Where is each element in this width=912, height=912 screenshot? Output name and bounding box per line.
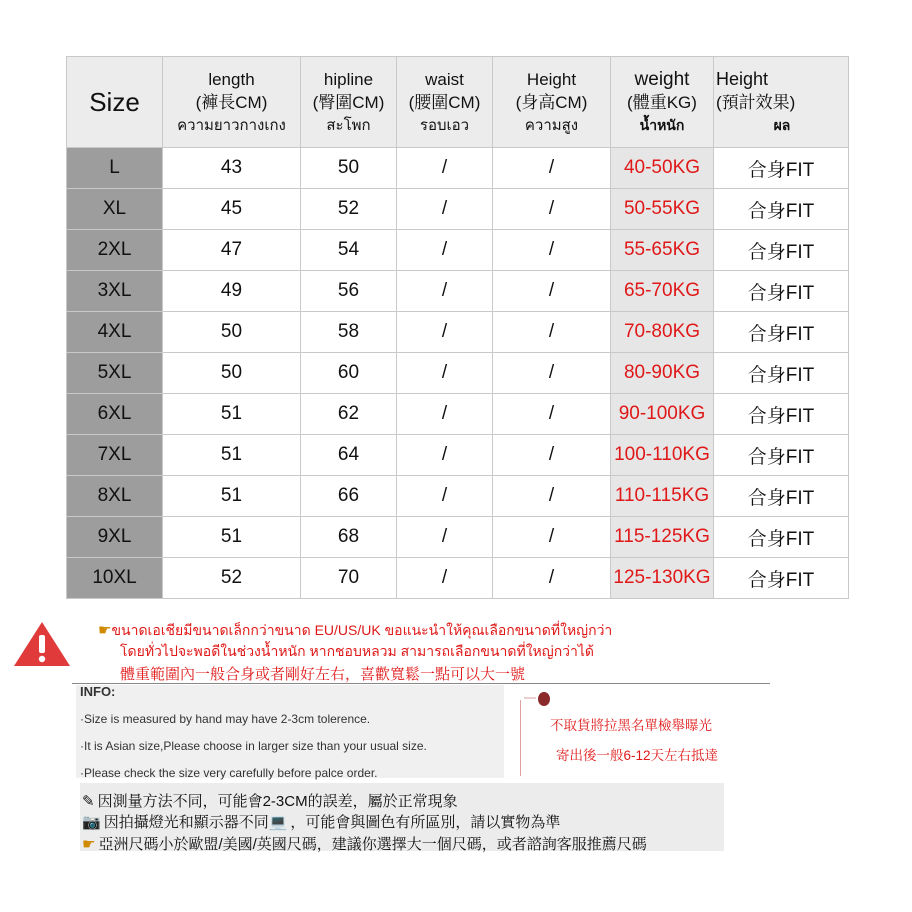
camera-icon: 📷 [82, 814, 101, 831]
height-cell: / [493, 189, 611, 230]
fit-cell: 合身FIT [714, 189, 849, 230]
hipline-cell: 60 [301, 353, 397, 394]
table-header-row [67, 57, 849, 148]
waist-cell: / [397, 148, 493, 189]
weight-cell: 100-110KG [611, 435, 714, 476]
waist-cell: / [397, 394, 493, 435]
fit-cell: 合身FIT [714, 148, 849, 189]
warning-triangle-icon [12, 620, 72, 668]
hipline-cell: 66 [301, 476, 397, 517]
divider [72, 683, 770, 684]
header-waist: waist (腰圍CM) รอบเอว [397, 57, 493, 148]
header-size: Size [67, 57, 163, 148]
info-line-3: ·Please check the size very carefully before palce order. [80, 766, 378, 780]
length-cell: 49 [163, 271, 301, 312]
length-cell: 51 [163, 394, 301, 435]
hipline-cell: 68 [301, 517, 397, 558]
hipline-cell: 64 [301, 435, 397, 476]
red-note-blacklist: 不取貨將拉黑名單檢舉曝光 [550, 718, 712, 733]
waist-cell: / [397, 476, 493, 517]
height-cell: / [493, 517, 611, 558]
table-row [67, 148, 849, 189]
waist-cell: / [397, 517, 493, 558]
height-cell: / [493, 353, 611, 394]
pointing-hand-icon: ☛ [98, 622, 112, 639]
height-cell: / [493, 148, 611, 189]
info-title: INFO: [80, 684, 116, 699]
weight-cell: 90-100KG [611, 394, 714, 435]
waist-cell: / [397, 271, 493, 312]
pencil-icon: ✎ [82, 793, 95, 810]
size-cell: 4XL [67, 312, 163, 353]
table-row [67, 353, 849, 394]
note-lighting: 📷 因拍攝燈光和顯示器不同💻 ，可能會與圖色有所區別，請以實物為準 [82, 814, 561, 831]
pointing-hand-icon: ☛ [82, 836, 96, 853]
weight-cell: 110-115KG [611, 476, 714, 517]
fit-cell: 合身FIT [714, 435, 849, 476]
length-cell: 45 [163, 189, 301, 230]
warning-note-thai-1: ☛ขนาดเอเชียมีขนาดเล็กกว่าขนาด EU/US/UK ขอแนะนำให้คุณเลือกขนาดที่ใหญ่กว่า [98, 622, 613, 639]
laptop-icon: 💻 [268, 814, 288, 831]
note-measurement: ✎ 因測量方法不同，可能會2-3CM的誤差，屬於正常現象 [82, 793, 458, 810]
size-cell: 9XL [67, 517, 163, 558]
red-note-delivery: 寄出後一般6-12天左右抵達 [556, 748, 719, 763]
height-cell: / [493, 558, 611, 599]
fit-cell: 合身FIT [714, 517, 849, 558]
size-cell: 6XL [67, 394, 163, 435]
size-cell: 7XL [67, 435, 163, 476]
length-cell: 50 [163, 353, 301, 394]
table-row [67, 271, 849, 312]
weight-cell: 65-70KG [611, 271, 714, 312]
height-cell: / [493, 435, 611, 476]
length-cell: 51 [163, 517, 301, 558]
header-weight: weight (體重KG) น้ำหนัก [611, 57, 714, 148]
length-cell: 43 [163, 148, 301, 189]
hipline-cell: 54 [301, 230, 397, 271]
table-row [67, 476, 849, 517]
waist-cell: / [397, 353, 493, 394]
table-row [67, 435, 849, 476]
header-height: Height (身高CM) ความสูง [493, 57, 611, 148]
hipline-cell: 62 [301, 394, 397, 435]
table-row [67, 230, 849, 271]
fit-cell: 合身FIT [714, 476, 849, 517]
warning-note-chinese: 體重範圍內一般合身或者剛好左右，喜歡寬鬆一點可以大一號 [120, 666, 526, 683]
fit-cell: 合身FIT [714, 558, 849, 599]
hipline-cell: 50 [301, 148, 397, 189]
table-row [67, 558, 849, 599]
info-line-2: ·It is Asian size,Please choose in larger size than your usual size. [80, 739, 427, 753]
table-row [67, 312, 849, 353]
hipline-cell: 70 [301, 558, 397, 599]
fit-cell: 合身FIT [714, 230, 849, 271]
size-chart-table [66, 56, 849, 599]
length-cell: 47 [163, 230, 301, 271]
divider-red [520, 700, 521, 776]
height-cell: / [493, 394, 611, 435]
info-panel [76, 685, 504, 778]
hipline-cell: 52 [301, 189, 397, 230]
weight-cell: 115-125KG [611, 517, 714, 558]
hipline-cell: 56 [301, 271, 397, 312]
waist-cell: / [397, 230, 493, 271]
waist-cell: / [397, 558, 493, 599]
table-row [67, 517, 849, 558]
info-line-1: ·Size is measured by hand may have 2-3cm tolerence. [80, 712, 371, 726]
weight-cell: 55-65KG [611, 230, 714, 271]
length-cell: 50 [163, 312, 301, 353]
header-effect: Height (預計效果) ผล [714, 57, 849, 148]
height-cell: / [493, 476, 611, 517]
size-cell: 2XL [67, 230, 163, 271]
note-asian-size: ☛ 亞洲尺碼小於歐盟/美國/英國尺碼，建議你選擇大一個尺碼，或者諮詢客服推薦尺碼 [82, 836, 647, 853]
weight-cell: 40-50KG [611, 148, 714, 189]
height-cell: / [493, 312, 611, 353]
fit-cell: 合身FIT [714, 271, 849, 312]
hipline-cell: 58 [301, 312, 397, 353]
length-cell: 52 [163, 558, 301, 599]
size-cell: XL [67, 189, 163, 230]
stamp-icon [524, 690, 552, 708]
height-cell: / [493, 271, 611, 312]
height-cell: / [493, 230, 611, 271]
header-hipline: hipline (臀圍CM) สะโพก [301, 57, 397, 148]
size-cell: 10XL [67, 558, 163, 599]
header-length: length (褲長CM) ความยาวกางเกง [163, 57, 301, 148]
fit-cell: 合身FIT [714, 312, 849, 353]
size-cell: 8XL [67, 476, 163, 517]
weight-cell: 125-130KG [611, 558, 714, 599]
size-cell: 5XL [67, 353, 163, 394]
waist-cell: / [397, 312, 493, 353]
size-cell: L [67, 148, 163, 189]
waist-cell: / [397, 189, 493, 230]
fit-cell: 合身FIT [714, 394, 849, 435]
weight-cell: 70-80KG [611, 312, 714, 353]
waist-cell: / [397, 435, 493, 476]
table-row [67, 189, 849, 230]
weight-cell: 50-55KG [611, 189, 714, 230]
length-cell: 51 [163, 476, 301, 517]
size-cell: 3XL [67, 271, 163, 312]
table-row [67, 394, 849, 435]
length-cell: 51 [163, 435, 301, 476]
fit-cell: 合身FIT [714, 353, 849, 394]
warning-note-thai-2: โดยทั่วไปจะพอดีในช่วงน้ำหนัก หากชอบหลวม สามารถเลือกขนาดที่ใหญ่กว่าได้ [120, 643, 595, 659]
weight-cell: 80-90KG [611, 353, 714, 394]
